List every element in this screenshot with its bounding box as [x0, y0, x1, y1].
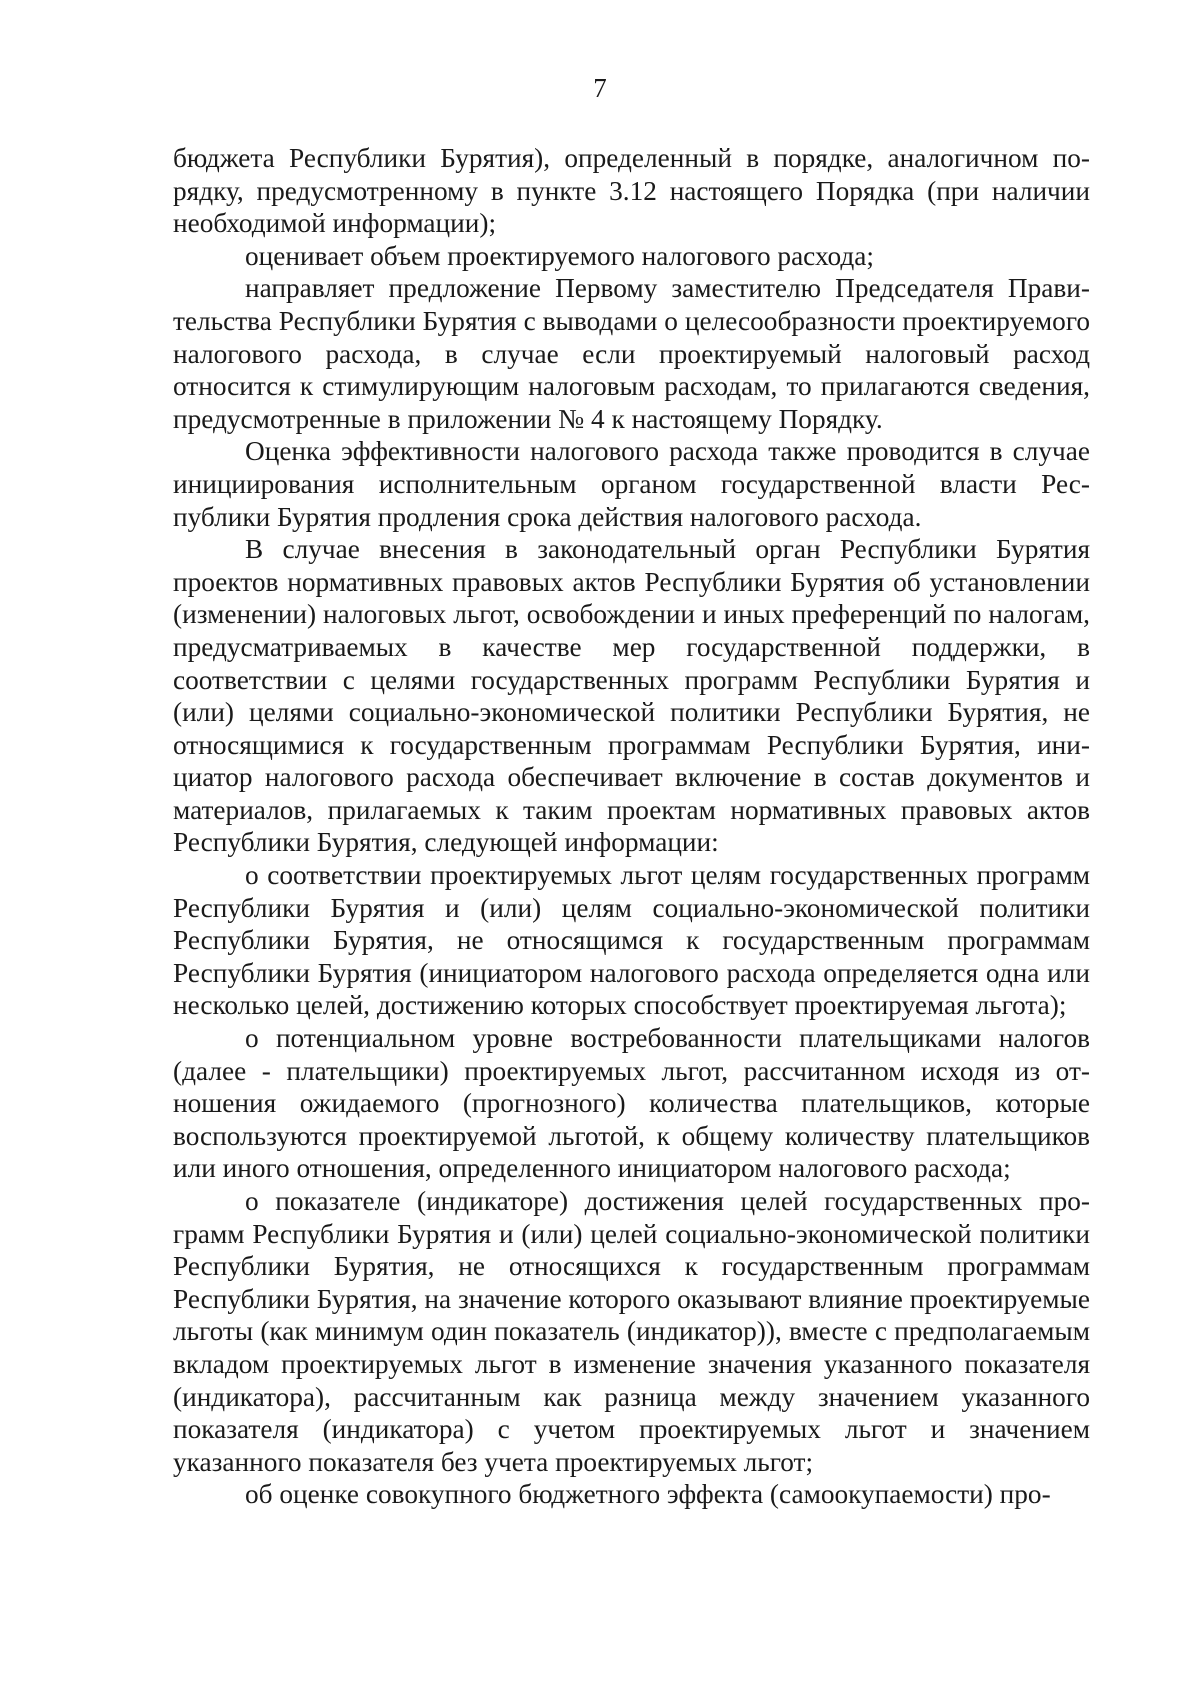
paragraph-send-proposal: направляет предложение Первому заместителю Председателя Правительства Республики Бурятия с выводами о целесообразности проектируемого налогового расхода, в случае если проектируемый налоговый расход относится к стимулирующим налоговым расходам, то прилагаются сведения, предусмотренные в приложении № 4 к настоящему Порядку. — [173, 273, 1090, 434]
paragraph-goals-compliance: о соответствии проектируемых льгот целям государственных программ Республики Бурятия и (или) целям социально-экономической политики Республики Бурятия, не относящимся к государственным программам Республики Бурятия (инициатором налогового расхода определяется одна или несколько целей, достижению которых способствует проектируемая льгота); — [173, 860, 1090, 1021]
paragraph-efficiency-assessment: Оценка эффективности налогового расхода также проводится в случае инициирования исполнительным органом государственной власти Республики Бурятия продления срока действия налогового расхода. — [173, 436, 1090, 532]
paragraph-demand-level: о потенциальном уровне востребованности плательщиками налогов (далее - плательщики) проектируемых льгот, рассчитанном исходя из отношения ожидаемого (прогнозного) количества плательщиков, которые воспользуются проектируемой льготой, к общему количеству плательщиков или иного отношения, определенного инициатором налогового расхода; — [173, 1023, 1090, 1184]
page-number: 7 — [593, 73, 607, 103]
paragraph-assess-volume: оценивает объем проектируемого налогового расхода; — [245, 240, 875, 271]
paragraph-budget-effect: об оценке совокупного бюджетного эффекта (самоокупаемости) про- — [245, 1479, 1051, 1510]
paragraph-legislative-submission: В случае внесения в законодательный орган Республики Бурятия проектов нормативных правовых актов Республики Бурятия об установлении (изменении) налоговых льгот, освобождении и иных преференций по налогам, предусматриваемых в качестве мер государственной поддержки, в соответствии с целями государственных программ Республики Бурятия и (или) целями социально-экономической политики Республики Бурятия, не относящимися к государственным программам Республики Бурятия, инициатор налогового расхода обеспечивает включение в состав документов и материалов, прилагаемых к таким проектам нормативных правовых актов Республики Бурятия, следующей информации: — [173, 534, 1090, 858]
document-body — [173, 142, 1090, 1511]
paragraph-indicator: о показателе (индикаторе) достижения целей государственных программ Республики Бурятия и (или) целей социально-экономической политики Республики Бурятия, не относящихся к государственным программам Республики Бурятия, на значение которого оказывают влияние проектируемые льготы (как минимум один показатель (индикатор)), вместе с предполагаемым вкладом проектируемых льгот в изменение значения указанного показателя (индикатора), рассчитанным как разница между значением указанного показателя (индикатора) с учетом проектируемых льгот и значением указанного показателя без учета проектируемых льгот; — [173, 1186, 1090, 1477]
paragraph-continuation: бюджета Республики Бурятия), определенный в порядке, аналогичном порядку, предусмотренному в пункте 3.12 настоящего Порядка (при наличии необходимой информации); — [173, 143, 1090, 239]
